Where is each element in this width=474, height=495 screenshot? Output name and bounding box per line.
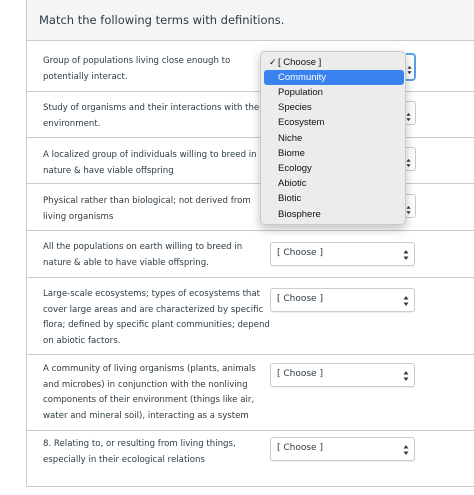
term-text: Study of organisms and their interactions with the environment. bbox=[43, 103, 260, 129]
select-arrows-icon bbox=[403, 295, 409, 307]
term-text: All the populations on earth willing to breed in nature & able to have viable offspring. bbox=[43, 242, 243, 268]
term-text: Physical rather than biological; not derived from living organisms bbox=[43, 196, 251, 222]
select-value: [ Choose ] bbox=[277, 294, 323, 304]
option-label: [ Choose ] bbox=[278, 57, 322, 68]
dropdown-option-biome[interactable] bbox=[264, 146, 404, 161]
answer-select[interactable] bbox=[270, 363, 415, 387]
term-text: Group of populations living close enough to potentially interact. bbox=[43, 56, 231, 82]
select-arrows-icon bbox=[403, 370, 409, 382]
match-row bbox=[27, 354, 474, 430]
select-arrows-icon bbox=[403, 249, 409, 261]
answer-select-focused[interactable] bbox=[406, 53, 416, 81]
option-label: Niche bbox=[278, 133, 303, 144]
option-label: Population bbox=[278, 87, 323, 98]
question-text: Match the following terms with definitions. bbox=[39, 13, 285, 27]
select-arrows-icon bbox=[406, 201, 411, 220]
dropdown-option-niche[interactable] bbox=[264, 131, 404, 146]
answer-select[interactable] bbox=[270, 242, 415, 266]
option-label: Biosphere bbox=[278, 209, 321, 220]
answer-select[interactable] bbox=[270, 437, 415, 461]
dropdown-option-choose[interactable] bbox=[264, 55, 404, 70]
match-row bbox=[27, 277, 474, 354]
option-label: Species bbox=[278, 102, 312, 113]
dropdown-option-species[interactable] bbox=[264, 100, 404, 115]
option-label: Biome bbox=[278, 148, 305, 159]
term-text: 8. Relating to, or resulting from living things, especially in their ecological relations bbox=[43, 439, 236, 465]
option-label: Community bbox=[278, 72, 327, 83]
option-label: Biotic bbox=[278, 193, 302, 204]
term-text: Large-scale ecosystems; types of ecosystems that cover large areas and are characterized by specific flora; defined by specific plant communities; depend on abiotic factors. bbox=[43, 289, 270, 346]
dropdown-option-biosphere[interactable] bbox=[264, 207, 404, 222]
select-arrows-icon bbox=[406, 108, 411, 127]
dropdown-option-ecology[interactable] bbox=[264, 161, 404, 176]
dropdown-option-community[interactable] bbox=[264, 70, 404, 85]
select-arrows-icon bbox=[406, 154, 411, 173]
checkmark-icon: ✓ bbox=[269, 57, 277, 67]
select-value: [ Choose ] bbox=[277, 443, 323, 453]
dropdown-option-abiotic[interactable] bbox=[264, 176, 404, 191]
option-label: Ecology bbox=[278, 163, 312, 174]
dropdown-option-ecosystem[interactable] bbox=[264, 115, 404, 130]
dropdown-option-population[interactable] bbox=[264, 85, 404, 100]
select-value: [ Choose ] bbox=[277, 248, 323, 258]
select-arrows-icon bbox=[407, 61, 412, 73]
choice-dropdown-menu[interactable] bbox=[260, 51, 406, 225]
question-header bbox=[27, 0, 474, 41]
term-text: A localized group of individuals willing to breed in nature & have viable offspring bbox=[43, 150, 257, 176]
option-label: Ecosystem bbox=[278, 117, 325, 128]
term-text: A community of living organisms (plants, animals and microbes) in conjunction with the nonliving components of their environment (things like air, water and mineral soil), interacting as a system bbox=[43, 364, 256, 421]
select-value: [ Choose ] bbox=[277, 369, 323, 379]
select-arrows-icon bbox=[403, 444, 409, 456]
match-row bbox=[27, 430, 474, 487]
option-label: Abiotic bbox=[278, 178, 307, 189]
answer-select[interactable] bbox=[270, 288, 415, 312]
dropdown-option-biotic[interactable] bbox=[264, 191, 404, 206]
match-row bbox=[27, 230, 474, 277]
